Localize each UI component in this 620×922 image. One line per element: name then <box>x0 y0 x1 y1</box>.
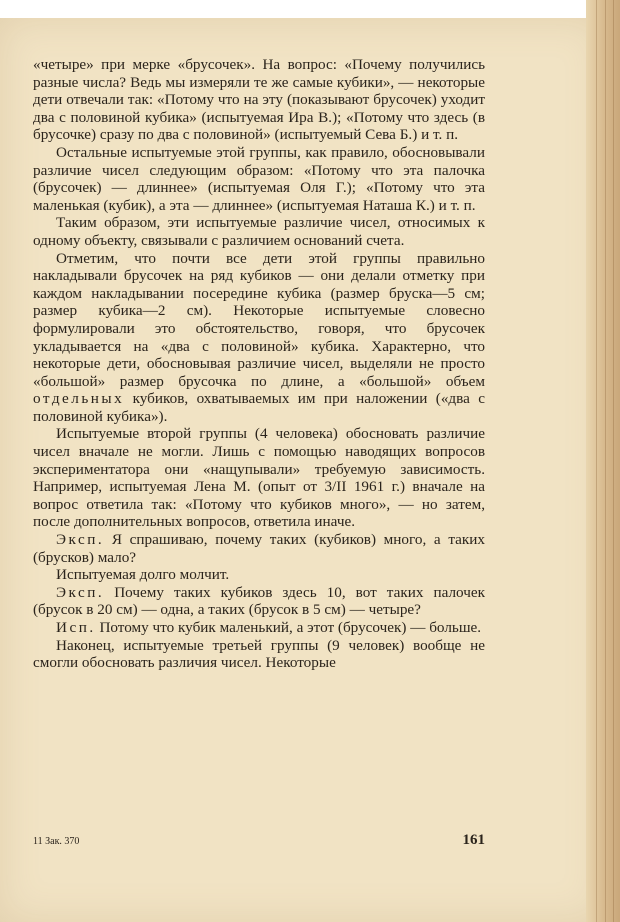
paragraph-1: «четыре» при мерке «брусочек». На вопрос: «Почему получились разные числа? Ведь мы измеряли те же самые кубики», — некоторые дети отвечали так: «Потому что на эту (показывают брусочек) уходит два с половиной кубика» (испытуемая Ира В.); «Потому что здесь (в брусочке) сразу по два с половиной» (испытуемый Сева Б.) и т. п. <box>33 56 485 144</box>
paragraph-5: Испытуемые второй группы (4 человека) обосновать различие чисел вначале не могли. Лишь с помощью наводящих вопросов экспериментатора они «нащупывали» требуемую зависимость. Например, испытуемая Лена М. (опыт от 3/II 1961 г.) вначале на вопрос ответила так: «Потому что кубиков много», — но затем, после дополнительных вопросов, ответила иначе. <box>33 425 485 531</box>
dialogue-line-3 <box>33 619 485 637</box>
speaker-label: Эксп. <box>56 583 105 601</box>
dialogue-line-2 <box>33 584 485 619</box>
dialogue-text: Я спрашиваю, почему таких (кубиков) много, а таких (брусков) мало? <box>33 531 485 566</box>
spine-edge-line <box>605 0 606 922</box>
paragraph-2: Остальные испытуемые этой группы, как правило, обосновывали различие чисел следующим образом: «Потому что эта палочка (брусочек) — длиннее» (испытуемая Оля Г.); «Потому что эта маленькая (кубик), а эта — длиннее» (испытуемая Наташа К.) и т. п. <box>33 143 485 214</box>
book-spine-edge <box>586 0 620 922</box>
page-text <box>33 56 485 672</box>
emphasized-word: отдельных <box>33 390 125 408</box>
paragraph-3: Таким образом, эти испытуемые различие чисел, относимых к одному объекту, связывали с различием оснований счета. <box>33 214 485 249</box>
printer-signature: 11 Зак. 370 <box>33 836 80 847</box>
speaker-label: Эксп. <box>56 531 105 549</box>
paragraph-7: Испытуемая долго молчит. <box>56 566 230 584</box>
page-number: 161 <box>462 832 485 848</box>
paragraph-4 <box>33 250 485 426</box>
paragraph-10: Наконец, испытуемые третьей группы (9 человек) вообще не смогли обосновать различия чисел. Некоторые <box>33 636 485 672</box>
spine-edge-line <box>613 0 614 922</box>
dialogue-line-1 <box>33 531 485 566</box>
paragraph-4-text-before: Отметим, что почти все дети этой группы правильно накладывали брусочек на ряд кубиков — они делали отметку при каждом накладывании посередине кубика (размер бруска—5 см; размер кубика—2 см). Некоторые испытуемые словесно формулировали это обстоятельство, говоря, что брусочек укладывается на «два с половиной» кубика. Характерно, что некоторые дети, обосновывая различие чисел, выделяли не просто «большой» размер брусочка по длине, а «большой» объем <box>33 249 485 390</box>
dialogue-text: Почему таких кубиков здесь 10, вот таких палочек (брусок в 20 см) — одна, а таких (брусок в 5 см) — четыре? <box>33 583 485 619</box>
speaker-label: Исп. <box>56 619 96 636</box>
page-footer <box>33 832 485 852</box>
paragraph-4-text-after: кубиков, охватываемых им при наложении («два с половиной кубика»). <box>33 390 485 425</box>
spine-edge-line <box>596 0 597 922</box>
dialogue-text: Потому что кубик маленький, а этот (брусочек) — больше. <box>95 619 482 636</box>
